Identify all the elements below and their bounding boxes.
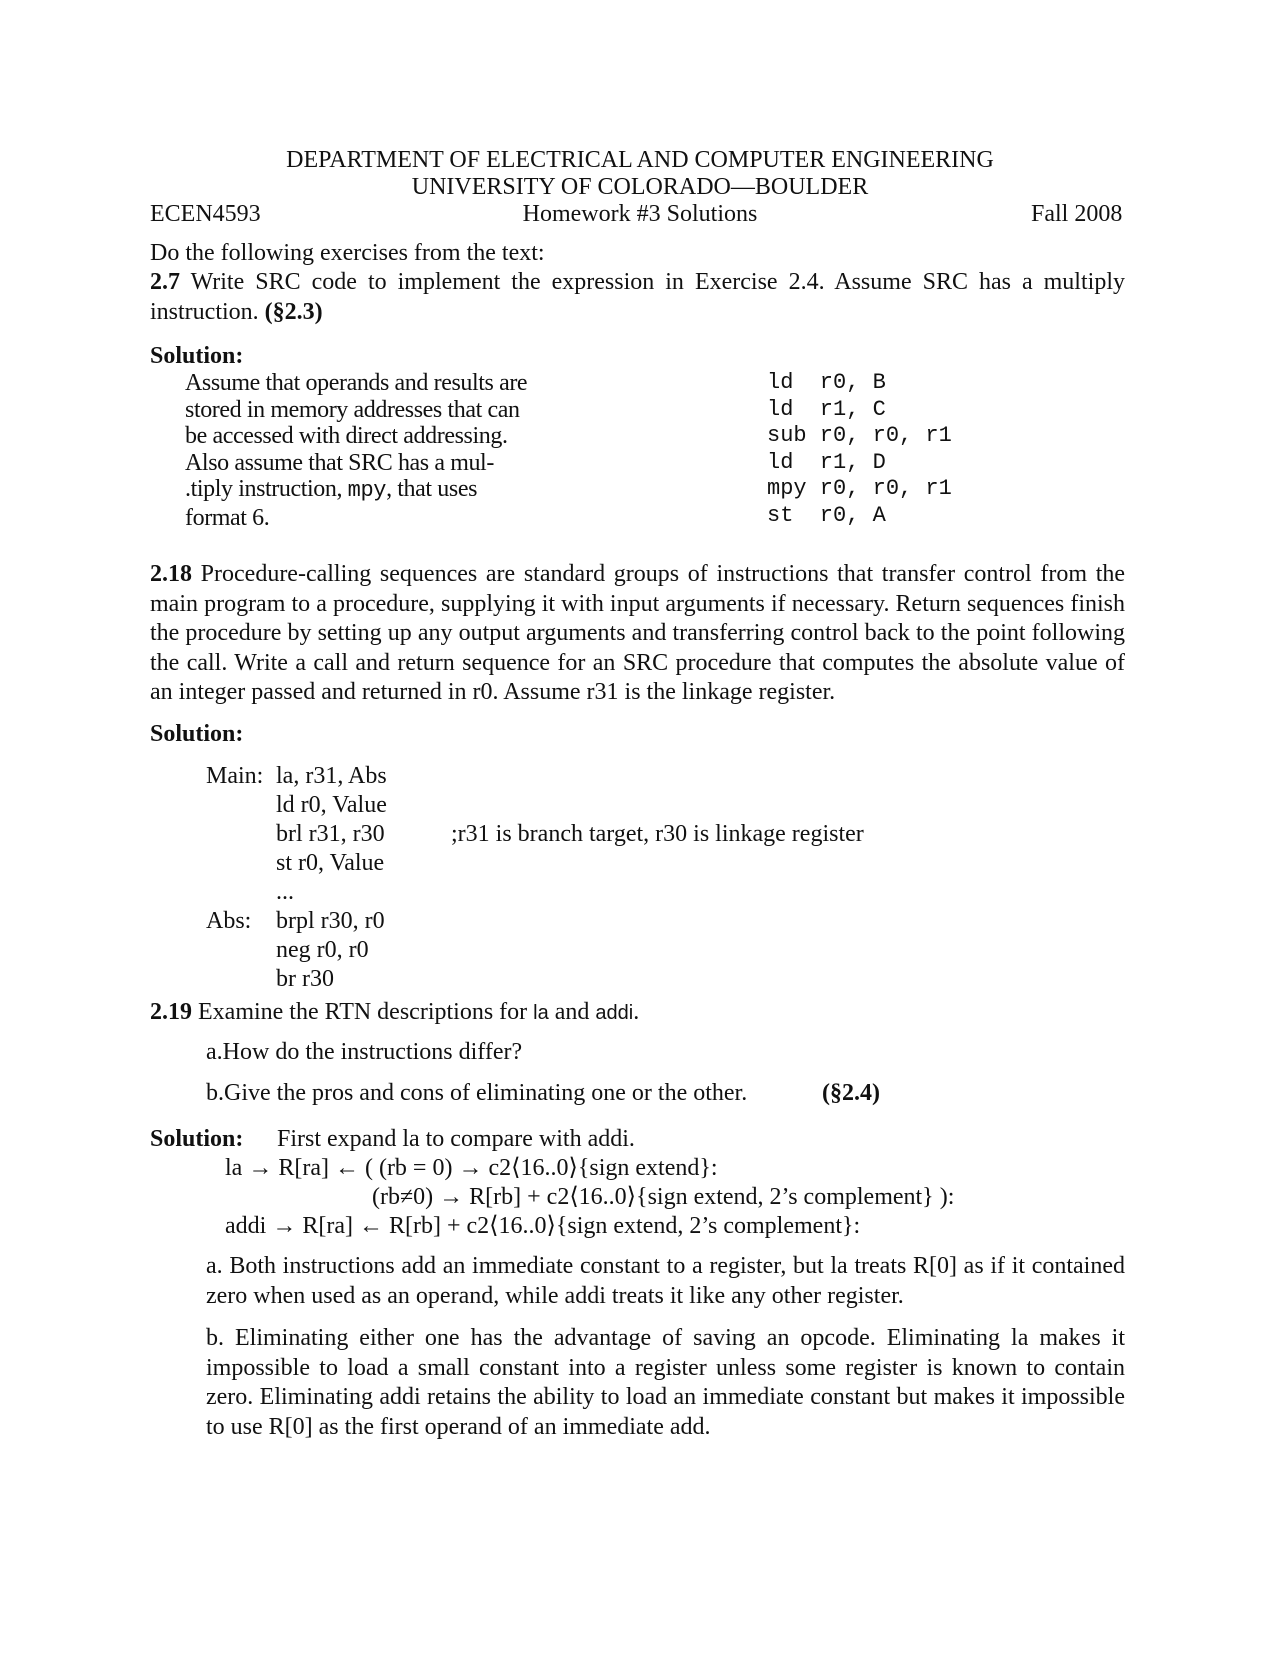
instruction: brl r31, r30	[276, 821, 385, 847]
ellipsis: ...	[276, 879, 294, 905]
instruction: st r0, Value	[276, 850, 385, 876]
code-line: mpy r0, r0, r1	[767, 476, 952, 501]
university-line: UNIVERSITY OF COLORADO—BOULDER	[411, 174, 869, 200]
instructions: Do the following exercises from the text:	[150, 240, 545, 266]
rtn-la: la → R[ra] ← ( (rb = 0) → c2⟨16..0⟩{sign extend}:	[225, 1155, 718, 1181]
problem-number: 2.18	[150, 561, 192, 587]
solution-heading: Solution:	[150, 1126, 244, 1152]
rtn-addi: addi → R[ra] ← R[rb] + c2⟨16..0⟩{sign extend, 2’s complement}:	[225, 1213, 861, 1239]
assumption-line: stored in memory addresses that can	[185, 396, 520, 423]
instruction: la, r31, Abs	[276, 763, 387, 789]
solution-heading: Solution:	[150, 721, 244, 747]
src-code-block	[767, 370, 952, 529]
solution-intro: First expand la to compare with addi.	[277, 1126, 635, 1152]
instruction: br r30	[276, 966, 334, 992]
assumption-block	[185, 370, 565, 531]
assumption-line: be accessed with direct addressing.	[185, 423, 508, 449]
assumption-line: Assume that operands and results are	[185, 370, 528, 396]
comment: ;r31 is branch target, r30 is linkage register	[451, 821, 864, 847]
answer-a: a. Both instructions add an immediate constant to a register, but la treats R[0] as if it contained zero when used as an operand, while addi treats it like any other register.	[206, 1253, 1125, 1309]
code-line: sub r0, r0, r1	[767, 423, 952, 448]
page-title: Homework #3 Solutions	[522, 201, 758, 227]
assumption-line: Also assume that SRC has a mul-	[185, 449, 494, 476]
instruction: ld r0, Value	[276, 792, 387, 818]
problem-number: 2.19	[150, 999, 192, 1025]
code-line: st r0, A	[767, 502, 886, 528]
problem-2-18	[150, 560, 1125, 708]
rtn-la-cont: (rb≠0) → R[rb] + c2⟨16..0⟩{sign extend, 2’s complement} ):	[372, 1184, 955, 1210]
code-line: ld r1, C	[767, 396, 886, 422]
label-main: Main:	[206, 763, 264, 789]
department-line: DEPARTMENT OF ELECTRICAL AND COMPUTER ENGINEERING	[286, 147, 994, 173]
solution-heading: Solution:	[150, 343, 244, 369]
problem-text: Write SRC code to implement the expression in Exercise 2.4. Assume SRC has a multiply instruction.	[150, 269, 1125, 325]
assumption-line: format 6.	[185, 504, 270, 531]
problem-2-19: 2.19 Examine the RTN descriptions for la and addi.	[150, 999, 640, 1025]
question-b: b.Give the pros and cons of eliminating one or the other.	[206, 1080, 748, 1106]
instruction: neg r0, r0	[276, 937, 369, 963]
answer-b: b. Eliminating either one has the advantage of saving an opcode. Eliminating la makes it impossible to load a small constant into a register unless some register is known to contain zero. Eliminating addi retains the ability to load an immediate constant but makes it impossible to use R[0] as the first operand of an immediate add.	[206, 1325, 1125, 1440]
course-code: ECEN4593	[150, 201, 261, 227]
assumption-line: .tiply instruction, mpy, that uses	[185, 476, 478, 503]
term: Fall 2008	[1031, 201, 1123, 227]
problem-2-7	[150, 268, 1125, 327]
problem-text: Procedure-calling sequences are standard groups of instructions that transfer control from the main program to a procedure, supplying it with input arguments if necessary. Return sequences finish the procedure by setting up any output arguments and transferring control back to the point following the call. Write a call and return sequence for an SRC procedure that computes the absolute value of an integer passed and returned in r0. Assume r31 is the linkage register.	[150, 561, 1126, 705]
question-a: a.How do the instructions differ?	[206, 1039, 523, 1065]
code-line: ld r1, D	[767, 449, 886, 475]
instruction: brpl r30, r0	[276, 908, 385, 934]
label-abs: Abs:	[206, 908, 252, 934]
section-ref: (§2.3)	[264, 298, 323, 325]
problem-number: 2.7	[150, 269, 180, 295]
section-ref: (§2.4)	[822, 1080, 880, 1106]
code-line: ld r0, B	[767, 370, 886, 395]
